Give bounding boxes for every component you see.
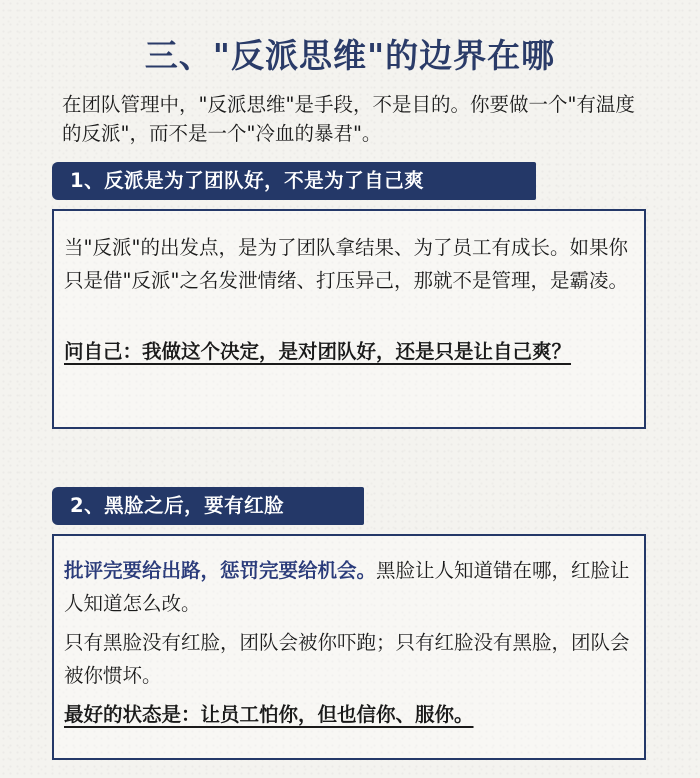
section-1-paragraph: 当"反派"的出发点，是为了团队拿结果、为了员工有成长。如果你只是借"反派"之名发泄情绪、打压异己，那就不是管理，是霸凌。 <box>64 236 628 292</box>
section-2-highlight: 批评完要给出路，惩罚完要给机会。 <box>64 559 377 582</box>
section-1-label: 1、反派是为了团队好，不是为了自己爽 <box>52 162 536 200</box>
section-1-card <box>52 209 646 429</box>
section-1-question: 问自己：我做这个决定，是对团队好，还是只是让自己爽？ <box>64 340 572 363</box>
section-2-label: 2、黑脸之后，要有红脸 <box>52 487 364 525</box>
page-title: 三、"反派思维"的边界在哪 <box>144 36 556 75</box>
section-2-paragraph-1 <box>64 554 638 620</box>
section-2-paragraph-2: 只有黑脸没有红脸，团队会被你吓跑；只有红脸没有黑脸，团队会被你惯坏。 <box>64 631 630 687</box>
section-2-card <box>52 534 646 760</box>
intro-paragraph: 在团队管理中，"反派思维"是手段，不是目的。你要做一个"有温度的反派"，而不是一个"冷血的暴君"。 <box>62 93 635 145</box>
section-2-conclusion: 最好的状态是：让员工怕你，但也信你、服你。 <box>64 703 474 726</box>
section-2-paragraph-1-rest: 黑脸让人知道错在哪，红脸让人知道怎么改。 <box>64 559 630 615</box>
